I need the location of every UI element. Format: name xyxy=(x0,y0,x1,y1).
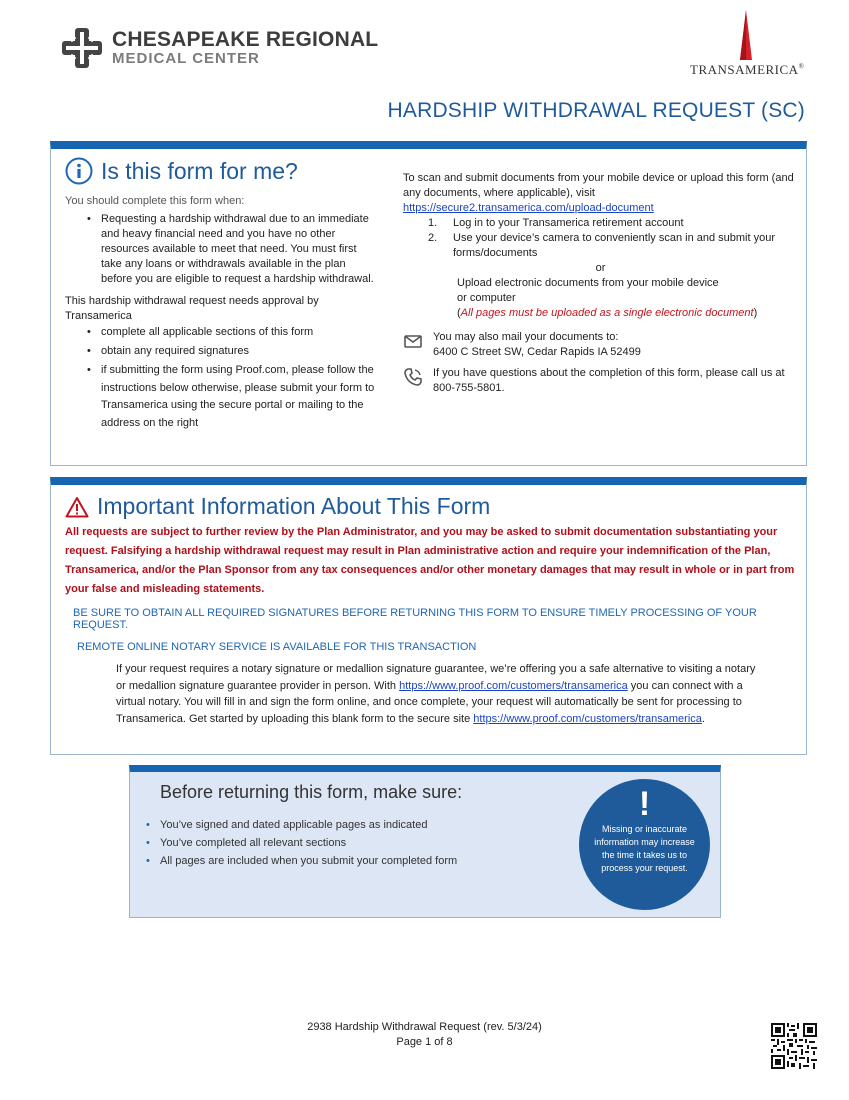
list-item: • complete all applicable sections of this form xyxy=(65,324,375,341)
form-eligibility-section xyxy=(50,141,807,466)
list-item: • if submitting the form using Proof.com, please follow the instructions below otherwise, please submit your form to Transamerica using the secure portal or mailing to the address on the right xyxy=(65,362,375,432)
step-text: Log in to your Transamerica retirement account xyxy=(453,217,684,229)
important-info-heading-text: Important Information About This Form xyxy=(97,493,491,519)
page-title: HARDSHIP WITHDRAWAL REQUEST (SC) xyxy=(387,99,805,122)
org-logo xyxy=(60,26,378,70)
phone-info xyxy=(403,366,798,396)
important-info-section xyxy=(50,477,807,755)
trademark-symbol: ® xyxy=(798,62,805,71)
approval-text: This hardship withdrawal request needs approval by Transamerica xyxy=(65,295,319,322)
list-item: • You’ve completed all relevant sections xyxy=(144,834,457,852)
medical-cross-logo-icon xyxy=(60,26,104,70)
review-warning: All requests are subject to further review by the Plan Administrator, and you may be asked to submit documentation substantiating your request. Falsifying a hardship withdrawal request may result in Plan administrative action and require your indemnification of the Plan, Transamerica, and/or the Plan Sponsor from any tax consequences and/or other monetary damages that may result in whole or in part from your false and misleading statements. xyxy=(65,526,795,595)
or-divider: or xyxy=(595,262,606,274)
list-item: • You’ve signed and dated applicable pages as indicated xyxy=(144,816,457,834)
page-number: Page 1 of 8 xyxy=(396,1036,453,1048)
org-name-line2: MEDICAL CENTER xyxy=(112,50,260,67)
list-item: • Requesting a hardship withdrawal due to an immediate and heavy financial need and you have no other resources available to meet that need. You must first take any loans or withdrawals available in the plan before you are eligible to request a hardship withdrawal. xyxy=(65,212,375,287)
phone-text: If you have questions about the completion of this form, please call us at 800-755-5801. xyxy=(433,367,785,394)
envelope-icon xyxy=(403,331,423,351)
upload-note xyxy=(403,306,798,321)
upload-document-link[interactable]: https://secure2.transamerica.com/upload-document xyxy=(403,202,654,214)
before-returning-checklist xyxy=(129,765,721,918)
upload-steps xyxy=(403,216,798,261)
step-number: 1. xyxy=(428,217,438,229)
checklist-items xyxy=(144,816,457,870)
proof-link[interactable]: https://www.proof.com/customers/transamerica xyxy=(399,679,628,692)
mail-info xyxy=(403,330,798,360)
mail-address: 6400 C Street SW, Cedar Rapids IA 52499 xyxy=(433,346,641,358)
eligibility-heading xyxy=(65,157,375,185)
checklist-title: Before returning this form, make sure: xyxy=(160,782,463,802)
transamerica-wordmark-text: TRANSAMERICA xyxy=(690,62,799,77)
eligibility-heading-text: Is this form for me? xyxy=(101,157,298,184)
list-item: • All pages are included when you submit your completed form xyxy=(144,852,457,870)
phone-icon xyxy=(403,367,423,387)
form-id: 2938 Hardship Withdrawal Request (rev. 5/3/24) xyxy=(307,1021,542,1033)
upload-alt-line2: or computer xyxy=(457,292,516,304)
upload-intro: To scan and submit documents from your mobile device or upload this form (and any documents, where applicable), visit xyxy=(403,172,794,199)
notary-instructions xyxy=(65,661,795,727)
important-info-content xyxy=(65,493,795,727)
missing-info-callout xyxy=(579,779,710,910)
important-info-heading xyxy=(65,493,795,520)
notary-heading: REMOTE ONLINE NOTARY SERVICE IS AVAILABLE FOR THIS TRANSACTION xyxy=(77,641,477,653)
step-number: 2. xyxy=(428,232,438,244)
notary-text-3: . xyxy=(701,712,705,725)
eligibility-right-column xyxy=(403,171,798,396)
callout-text: Missing or inaccurate information may increase the time it takes us to process your request. xyxy=(594,824,695,873)
eligibility-intro: You should complete this form when: xyxy=(65,195,245,207)
proof-link-secure-site[interactable]: https://www.proof.com/customers/transamerica xyxy=(473,712,702,725)
warning-icon xyxy=(65,496,89,518)
transamerica-logo xyxy=(690,10,805,78)
notary-text-1: If your request requires a notary signature or medallion signature guarantee, we’re offering you a safe alternative to visiting a notary or medallion signature guarantee provider in person. With xyxy=(116,663,756,692)
upload-alt-line1: Upload electronic documents from your mobile device xyxy=(457,277,719,289)
qr-code-icon xyxy=(771,1023,817,1069)
signatures-notice: BE SURE TO OBTAIN ALL REQUIRED SIGNATURES BEFORE RETURNING THIS FORM TO ENSURE TIMELY PROCESSING OF YOUR REQUEST. xyxy=(73,607,757,631)
paren-close: ) xyxy=(753,307,758,319)
transamerica-wordmark xyxy=(690,62,805,78)
exclamation-icon: ! xyxy=(638,785,651,823)
eligibility-left-column xyxy=(65,157,375,435)
notary-text-2: you can connect with a virtual notary. You will fill in and sign the form online, and once complete, your request will automatically be sent for processing to Transamerica. Get started by uploading this blank form to the secure site xyxy=(116,679,743,725)
step-text: Use your device’s camera to conveniently scan in and submit your forms/documents xyxy=(453,232,776,259)
upload-note-text: All pages must be uploaded as a single electronic document xyxy=(460,307,754,319)
pyramid-tower-logo-icon xyxy=(736,10,756,60)
page-footer xyxy=(0,1020,849,1050)
approval-list xyxy=(65,324,375,432)
mail-line1: You may also mail your documents to: xyxy=(433,331,619,343)
info-icon xyxy=(65,157,93,185)
paren-open: ( xyxy=(457,307,461,319)
list-item xyxy=(403,216,798,231)
list-item xyxy=(403,231,798,261)
eligibility-list xyxy=(65,212,375,287)
list-item: • obtain any required signatures xyxy=(65,343,375,360)
org-name-line1: CHESAPEAKE REGIONAL xyxy=(112,28,379,51)
